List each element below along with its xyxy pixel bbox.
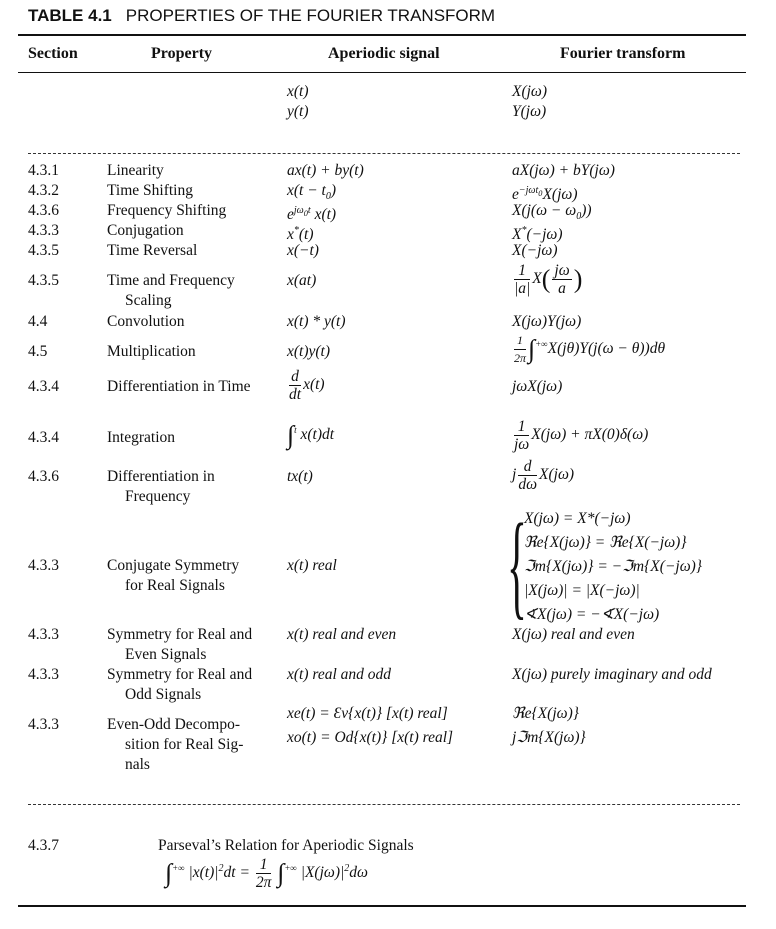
row-fourier: X*(−jω) — [512, 225, 563, 244]
row-property: Linearity — [107, 162, 164, 179]
row-section: 4.4 — [28, 313, 48, 330]
row-property-cont: Even Signals — [125, 646, 207, 663]
row-section: 4.5 — [28, 343, 48, 360]
conj-sym-brace: { — [507, 499, 527, 630]
row-section: 4.3.5 — [28, 272, 59, 289]
conj-sym-line: X(jω) = X*(−jω) — [524, 510, 631, 527]
row-aperiodic: x(at) — [287, 272, 317, 289]
row-property-cont: for Real Signals — [125, 577, 225, 594]
row-property: Time and Frequency — [107, 272, 235, 289]
top-rule — [18, 34, 746, 36]
row-property: Time Shifting — [107, 182, 193, 199]
row-aperiodic: x(t) real and even — [287, 626, 397, 643]
header-aperiodic: Aperiodic signal — [328, 45, 440, 62]
row-section: 4.3.5 — [28, 242, 59, 259]
parseval-section: 4.3.7 — [28, 837, 59, 854]
row-aperiodic: x(t) real and odd — [287, 666, 392, 683]
row-fourier: $\frac{1}{2\pi}$ ∫+∞X(jθ)Y(j(ω − θ))dθ — [514, 333, 666, 365]
row-property: Symmetry for Real and — [107, 666, 253, 683]
row-property: Time Reversal — [107, 242, 198, 259]
row-aperiodic: ax(t) + by(t) — [287, 162, 364, 179]
row-aperiodic: $e^{j\omega_0t}$ x(t) — [287, 205, 337, 224]
row-section: 4.3.3 — [28, 716, 59, 733]
row-property: Even-Odd Decompo- — [107, 716, 240, 733]
row-aperiodic: x(t)y(t) — [287, 343, 331, 360]
row-property: Multiplication — [107, 343, 196, 360]
row-property: Symmetry for Real and — [107, 626, 253, 643]
row-aperiodic: $\frac{d}{dt}$ x(t) — [289, 368, 325, 403]
conj-sym-line: ℜe{X(jω)} = ℜe{X(−jω)} — [524, 534, 687, 551]
row-aperiodic-2: xo(t) = Od{x(t)} [x(t) real] — [287, 729, 454, 746]
row-property: Frequency Shifting — [107, 202, 227, 219]
conj-sym-line: |X(jω)| = |X(−jω)| — [524, 582, 640, 599]
bottom-rule — [18, 905, 746, 907]
conj-sym-line: ∢X(jω) = −∢X(−jω) — [524, 606, 660, 623]
row-section: 4.3.3 — [28, 557, 59, 574]
row-property: Conjugate Symmetry — [107, 557, 240, 574]
row-property: Differentiation in Time — [107, 378, 251, 395]
row-aperiodic: x*(t) — [287, 225, 314, 244]
row-section: 4.3.6 — [28, 202, 59, 219]
header-section: Section — [28, 45, 78, 62]
base-y: y(t) — [287, 103, 309, 120]
row-fourier: jωX(jω) — [512, 378, 563, 395]
row-fourier: aX(jω) + bY(jω) — [512, 162, 615, 179]
base-X: X(jω) — [512, 83, 548, 100]
row-fourier: X(jω)Y(jω) — [512, 313, 582, 330]
row-property-cont: sition for Real Sig- — [125, 736, 244, 753]
row-fourier: X(jω) purely imaginary and odd — [512, 666, 712, 683]
row-fourier-2: jℑm{X(jω)} — [512, 729, 586, 746]
table-title: PROPERTIES OF THE FOURIER TRANSFORM — [125, 6, 496, 25]
row-section: 4.3.2 — [28, 182, 59, 199]
row-fourier: j $\frac{d}{d\omega}$ X(jω) — [512, 458, 575, 493]
row-fourier: $\frac{1}{j\omega}$ X(jω) + πX(0)δ(ω) — [514, 418, 649, 453]
table-number: TABLE 4.1 — [28, 6, 112, 25]
dashed-rule-bottom — [28, 804, 740, 805]
row-section: 4.3.4 — [28, 378, 59, 395]
row-aperiodic: tx(t) — [287, 468, 313, 485]
row-fourier: $\frac{1}{|a|}$ X( $\frac{j\omega}{a}$ ) — [514, 262, 583, 297]
row-aperiodic: ∫$^t$ x(t)dt — [287, 420, 335, 450]
row-property: Differentiation in — [107, 468, 215, 485]
row-section: 4.3.3 — [28, 222, 59, 239]
row-property-cont: nals — [125, 756, 150, 773]
row-aperiodic: xe(t) = Ɛv{x(t)} [x(t) real] — [287, 705, 448, 722]
row-property: Conjugation — [107, 222, 184, 239]
row-aperiodic: x(−t) — [287, 242, 319, 259]
row-property-cont: Scaling — [125, 292, 172, 309]
base-Y: Y(jω) — [512, 103, 547, 120]
parseval-title: Parseval’s Relation for Aperiodic Signals — [158, 837, 414, 854]
row-property: Integration — [107, 429, 176, 446]
row-fourier: $X(j(\omega - \omega_0))$ — [512, 202, 592, 223]
row-section: 4.3.4 — [28, 429, 59, 446]
dashed-rule-top — [28, 153, 740, 154]
row-property-cont: Odd Signals — [125, 686, 202, 703]
header-rule — [18, 72, 746, 73]
row-aperiodic: $x(t - t_0)$ — [287, 182, 337, 203]
row-fourier: X(−jω) — [512, 242, 558, 259]
row-aperiodic: x(t) real — [287, 557, 337, 574]
row-property-cont: Frequency — [125, 488, 191, 505]
row-aperiodic: x(t) * y(t) — [287, 313, 346, 330]
row-section: 4.3.3 — [28, 666, 59, 683]
table-caption — [28, 6, 495, 26]
row-section: 4.3.1 — [28, 162, 59, 179]
row-property: Convolution — [107, 313, 185, 330]
base-x: x(t) — [287, 83, 309, 100]
conj-sym-line: ℑm{X(jω)} = −ℑm{X(−jω)} — [524, 558, 703, 575]
row-fourier: ℜe{X(jω)} — [512, 705, 579, 722]
row-section: 4.3.6 — [28, 468, 59, 485]
header-fourier: Fourier transform — [560, 45, 686, 62]
row-section: 4.3.3 — [28, 626, 59, 643]
parseval-formula: ∫+∞ $|x(t)|^2dt$ = $\frac{1}{2\pi}$ ∫+∞ $|X(j\omega)|^2d\omega$ — [165, 856, 368, 891]
row-fourier: $e^{-j\omega t_0}X(j\omega)$ — [512, 185, 578, 204]
header-property: Property — [151, 45, 213, 62]
row-fourier: X(jω) real and even — [512, 626, 635, 643]
